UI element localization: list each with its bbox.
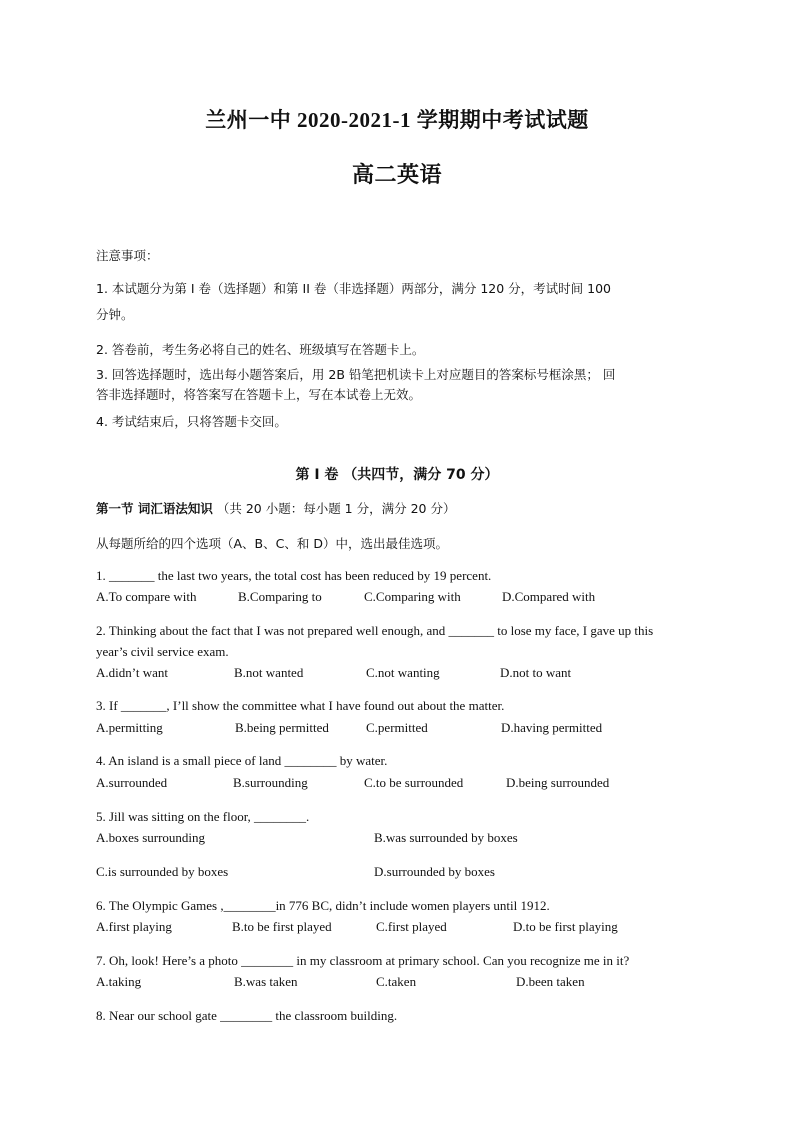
option-d: D.been taken: [516, 974, 585, 989]
option-a: A.boxes surrounding: [96, 830, 206, 845]
question-7-stem: 7. Oh, look! Here’s a photo ________ in my classroom at primary school. Can you recognize me in it?: [96, 953, 630, 968]
option-c: C.Comparing with: [364, 589, 461, 604]
question-2-stem-cont: year’s civil service exam.: [96, 644, 229, 659]
question-6-stem: 6. The Olympic Games ,________in 776 BC, didn’t include women players until 1912.: [96, 898, 550, 913]
notice-item-2: 2. 答卷前，考生务必将自己的姓名、班级填写在答题卡上。: [96, 342, 425, 357]
section-1-note: （共 20 小题：每小题 1 分，满分 20 分）: [216, 501, 456, 516]
option-b: B.not wanted: [234, 665, 304, 680]
option-c: C.to be surrounded: [364, 775, 464, 790]
section-1-header: [96, 499, 455, 517]
section-1-instruction: 从每题所给的四个选项（A、B、C、和 D）中，选出最佳选项。: [96, 536, 448, 551]
option-d: D.Compared with: [502, 589, 596, 604]
option-a: A.permitting: [96, 720, 163, 735]
option-b: B.was taken: [234, 974, 298, 989]
exam-title: 兰州一中 2020-2021-1 学期期中考试试题: [205, 108, 589, 132]
option-c: C.is surrounded by boxes: [96, 864, 229, 879]
option-a: A.To compare with: [96, 589, 197, 604]
option-d: D.having permitted: [501, 720, 603, 735]
question-5-stem: 5. Jill was sitting on the floor, ________.: [96, 809, 310, 824]
option-a: A.taking: [96, 974, 142, 989]
notice-item-1-line-1: 1. 本试题分为第 I 卷（选择题）和第 II 卷（非选择题）两部分，满分 120 分，考试时间 100: [96, 281, 611, 296]
option-d: D.being surrounded: [506, 775, 610, 790]
option-c: C.taken: [376, 974, 417, 989]
option-b: B.was surrounded by boxes: [374, 830, 518, 845]
option-b: B.surrounding: [233, 775, 308, 790]
option-c: C.first played: [376, 919, 447, 934]
option-a: A.surrounded: [96, 775, 168, 790]
notice-heading: 注意事项：: [96, 248, 159, 263]
option-d: D.surrounded by boxes: [374, 864, 495, 879]
question-8-stem: 8. Near our school gate ________ the classroom building.: [96, 1008, 398, 1023]
notice-item-1-line-2: 分钟。: [96, 307, 134, 322]
section-1-title: 第一节 词汇语法知识: [96, 501, 213, 516]
exam-subject: 高二英语: [351, 162, 442, 187]
option-a: A.first playing: [96, 919, 172, 934]
option-d: D.not to want: [500, 665, 572, 680]
option-d: D.to be first playing: [513, 919, 618, 934]
option-c: C.permitted: [366, 720, 428, 735]
option-c: C.not wanting: [366, 665, 440, 680]
question-2-stem: 2. Thinking about the fact that I was not prepared well enough, and _______ to lose my face, I gave up this: [96, 623, 654, 638]
option-b: B.being permitted: [235, 720, 329, 735]
question-1-stem: 1. _______ the last two years, the total cost has been reduced by 19 percent.: [96, 568, 492, 583]
question-4-stem: 4. An island is a small piece of land ________ by water.: [96, 753, 388, 768]
notice-item-3-line-1: 3. 回答选择题时，选出每小题答案后，用 2B 铅笔把机读卡上对应题目的答案标号框涂黑； 回: [96, 367, 616, 382]
option-a: A.didn’t want: [96, 665, 168, 680]
part-1-heading: 第 I 卷 （共四节，满分 70 分）: [295, 467, 499, 483]
option-b: B.Comparing to: [238, 589, 322, 604]
notice-item-4: 4. 考试结束后，只将答题卡交回。: [96, 414, 287, 429]
option-b: B.to be first played: [232, 919, 332, 934]
question-3-stem: 3. If _______, I’ll show the committee what I have found out about the matter.: [96, 698, 505, 713]
notice-item-3-line-2: 答非选择题时，将答案写在答题卡上，写在本试卷上无效。: [96, 387, 422, 402]
